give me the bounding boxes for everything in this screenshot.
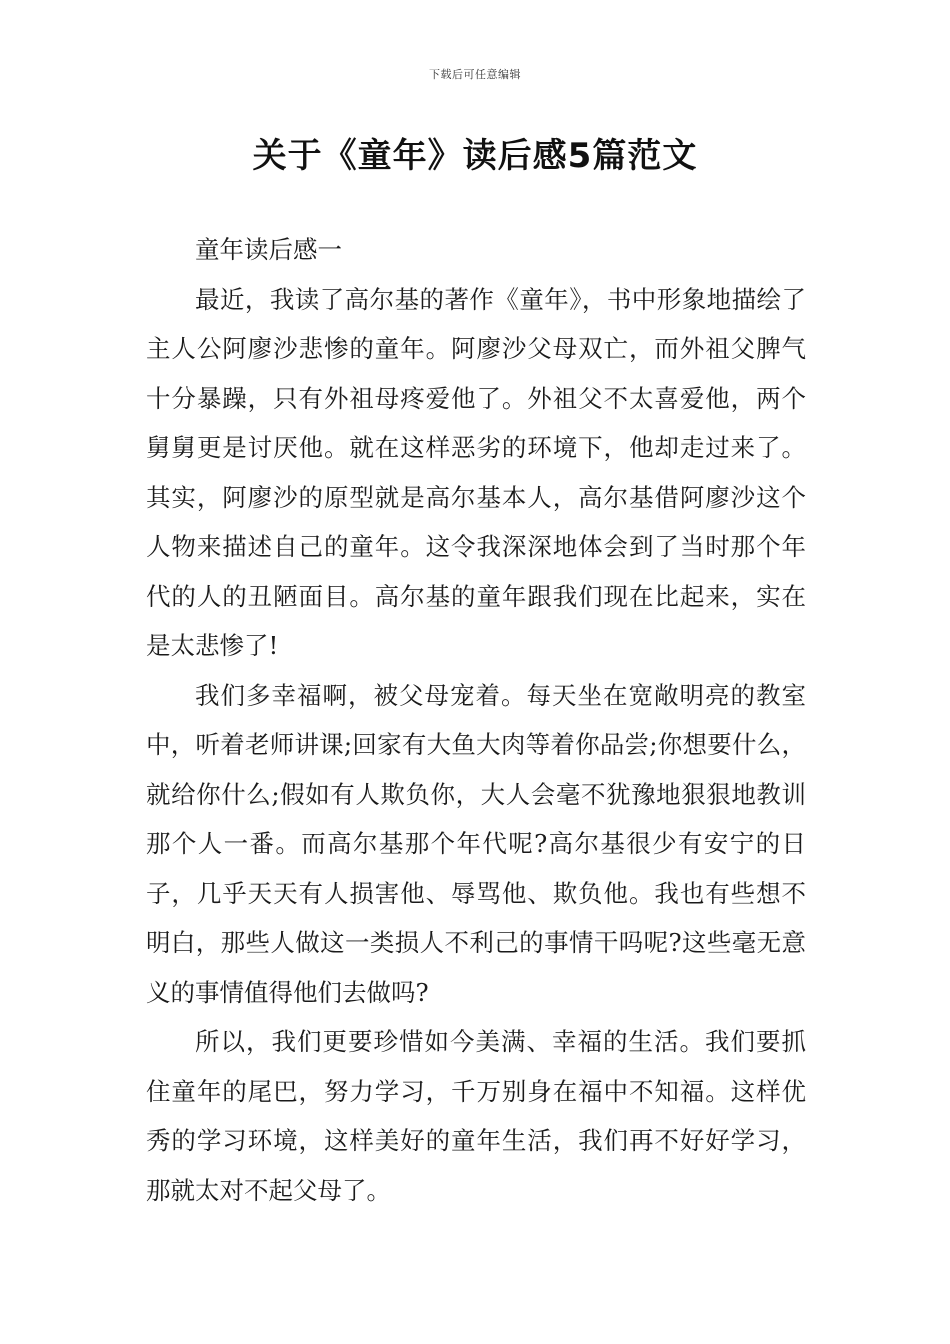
document-title: 关于《童年》读后感5篇范文 xyxy=(252,136,698,176)
paragraph-3: 所以，我们更要珍惜如今美满、幸福的生活。我们要抓住童年的尾巴，努力学习，千万别身在福中不知福。这样优秀的学习环境，这样美好的童年生活，我们再不好好学习，那就太对不起父母了。 xyxy=(146,1027,806,1205)
document-body xyxy=(146,225,806,1215)
paragraph-1: 最近，我读了高尔基的著作《童年》，书中形象地描绘了主人公阿廖沙悲惨的童年。阿廖沙父母双亡，而外祖父脾气十分暴躁，只有外祖母疼爱他了。外祖父不太喜爱他，两个舅舅更是讨厌他。就在这样恶劣的环境下，他却走过来了。其实，阿廖沙的原型就是高尔基本人，高尔基借阿廖沙这个人物来描述自己的童年。这令我深深地体会到了当时那个年代的人的丑陋面目。高尔基的童年跟我们现在比起来，实在是太悲惨了! xyxy=(146,284,806,660)
section-heading: 童年读后感一 xyxy=(195,235,342,264)
paragraph-2: 我们多幸福啊，被父母宠着。每天坐在宽敞明亮的教室中，听着老师讲课;回家有大鱼大肉等着你品尝;你想要什么，就给你什么;假如有人欺负你，大人会毫不犹豫地狠狠地教训那个人一番。而高尔基那个年代呢?高尔基很少有安宁的日子，几乎天天有人损害他、辱骂他、欺负他。我也有些想不明白，那些人做这一类损人不利己的事情干吗呢?这些毫无意义的事情值得他们去做吗? xyxy=(146,680,806,1007)
header-note: 下载后可任意编辑 xyxy=(429,68,521,81)
